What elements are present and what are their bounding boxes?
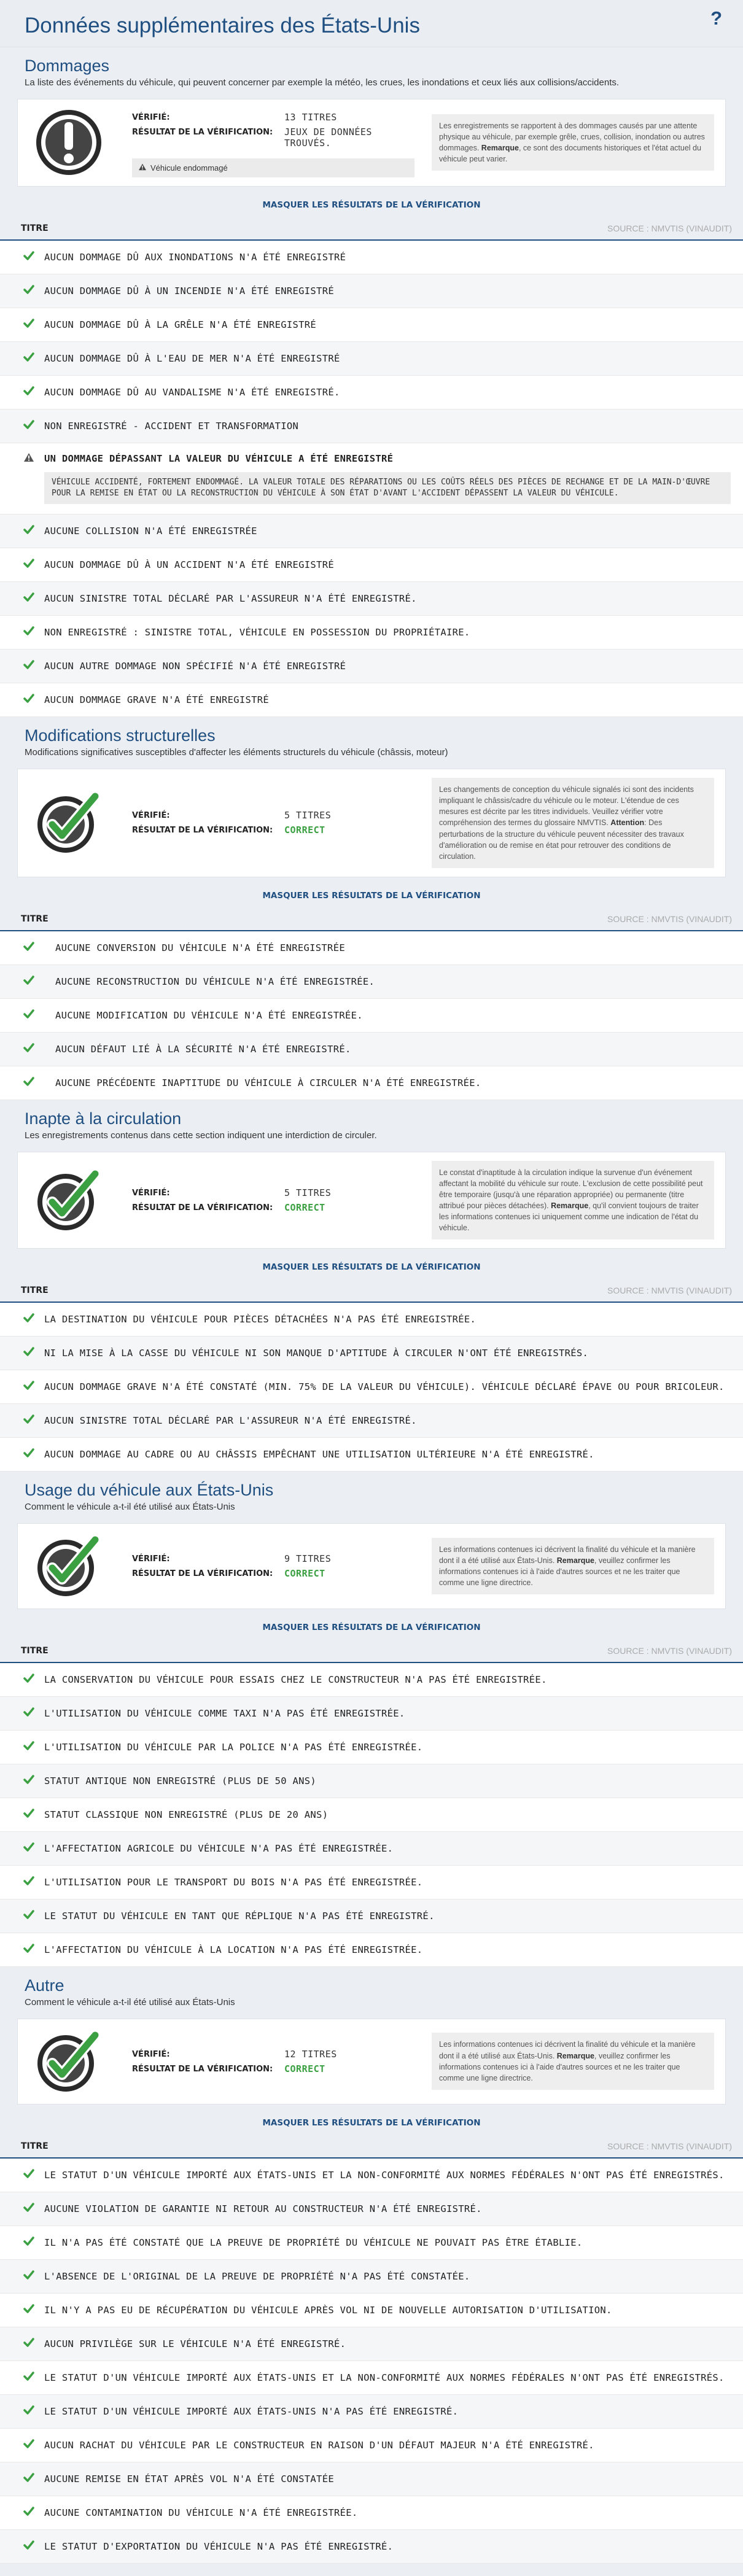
result-text: L'UTILISATION DU VÉHICULE COMME TAXI N'A PAS ÉTÉ ENREGISTRÉE. bbox=[44, 1708, 405, 1719]
summary-fields bbox=[103, 2045, 432, 2078]
result-content bbox=[55, 1042, 351, 1057]
result-row bbox=[0, 2159, 743, 2192]
result-content bbox=[44, 2303, 612, 2318]
check-icon bbox=[23, 1876, 44, 1889]
column-source: SOURCE : NMVTIS (VINAUDIT) bbox=[607, 914, 732, 924]
hide-results-link[interactable]: MASQUER LES RÉSULTATS DE LA VÉRIFICATION bbox=[262, 890, 481, 901]
check-icon bbox=[23, 1741, 44, 1754]
result-row bbox=[0, 2192, 743, 2226]
result-text: NON ENREGISTRÉ : SINISTRE TOTAL, VÉHICULE EN POSSESSION DU PROPRIÉTAIRE. bbox=[44, 627, 470, 638]
result-text: AUCUNE PRÉCÉDENTE INAPTITUDE DU VÉHICULE À CIRCULER N'A ÉTÉ ENREGISTRÉE. bbox=[55, 1077, 481, 1088]
result-row bbox=[132, 824, 432, 836]
results-table-header bbox=[0, 2141, 743, 2159]
summary-fields bbox=[103, 1184, 432, 1217]
note-rest: , qu'il convient toujours de traiter les informations contenues ici uniquement comme une indication de l'état du véhicule. bbox=[439, 1201, 699, 1233]
column-source: SOURCE : NMVTIS (VINAUDIT) bbox=[607, 223, 732, 233]
result-text: STATUT CLASSIQUE NON ENREGISTRÉ (PLUS DE 20 ANS) bbox=[44, 1809, 329, 1820]
result-text: AUCUN DOMMAGE DÛ À UN ACCIDENT N'A ÉTÉ ENREGISTRÉ bbox=[44, 559, 334, 571]
column-source: SOURCE : NMVTIS (VINAUDIT) bbox=[607, 2141, 732, 2151]
result-row bbox=[0, 1731, 743, 1764]
result-detail: VÉHICULE ACCIDENTÉ, FORTEMENT ENDOMMAGÉ. LA VALEUR TOTALE DES RÉPARATIONS OU LES COÛTS RÉELS DES PIÈCES DE RECHANGE ET DE LA MAIN-D'ŒUVRE POUR LA REMISE EN ÉTAT OU LA RECONSTRUCTION DU VÉHICULE À SON ÉTAT D'AVANT L'ACCIDENT DÉPASSENT LA VALEUR DU VÉHICULE. bbox=[44, 472, 731, 504]
result-content bbox=[44, 2540, 393, 2554]
result-content bbox=[55, 1009, 363, 1023]
result-row bbox=[132, 1202, 432, 1213]
section-subtitle: Les enregistrements contenus dans cette section indiquent une interdiction de circuler. bbox=[25, 1130, 377, 1141]
result-text: L'UTILISATION DU VÉHICULE PAR LA POLICE N'A PAS ÉTÉ ENREGISTRÉE. bbox=[44, 1742, 423, 1753]
check-circle-icon bbox=[35, 789, 103, 856]
result-row bbox=[132, 126, 432, 149]
result-label: RÉSULTAT DE LA VÉRIFICATION: bbox=[132, 1203, 273, 1212]
check-icon bbox=[23, 386, 44, 399]
result-row bbox=[0, 1933, 743, 1967]
result-label: RÉSULTAT DE LA VÉRIFICATION: bbox=[132, 2064, 273, 2074]
column-source: SOURCE : NMVTIS (VINAUDIT) bbox=[607, 1646, 732, 1656]
result-row bbox=[0, 443, 743, 515]
result-row bbox=[0, 2429, 743, 2462]
result-row bbox=[0, 1033, 743, 1066]
check-icon bbox=[23, 420, 44, 433]
result-content bbox=[44, 592, 417, 606]
result-row bbox=[0, 1336, 743, 1370]
result-text: AUCUN SINISTRE TOTAL DÉCLARÉ PAR L'ASSUREUR N'A ÉTÉ ENREGISTRÉ. bbox=[44, 593, 417, 605]
result-row bbox=[0, 582, 743, 616]
note-label: Remarque bbox=[551, 1201, 589, 1210]
result-content bbox=[44, 250, 346, 265]
check-icon bbox=[23, 1910, 44, 1923]
result-row bbox=[0, 274, 743, 308]
check-icon bbox=[23, 1313, 44, 1326]
check-icon bbox=[23, 1674, 44, 1686]
result-text: AUCUN DOMMAGE GRAVE N'A ÉTÉ ENREGISTRÉ bbox=[44, 694, 270, 706]
column-title: TITRE bbox=[21, 223, 49, 233]
check-icon bbox=[23, 2372, 44, 2384]
note-main: Les informations contenues ici décrivent la finalité du véhicule et la manière dont il a été utilisé aux États-Unis. bbox=[439, 2040, 696, 2060]
result-row bbox=[0, 1066, 743, 1100]
result-text: AUCUN DOMMAGE GRAVE N'A ÉTÉ CONSTATÉ (MIN. 75% DE LA VALEUR DU VÉHICULE). VÉHICULE DÉCLARÉ ÉPAVE OU POUR BRICOLEUR. bbox=[44, 1381, 725, 1393]
result-row bbox=[0, 1764, 743, 1798]
result-text: AUCUN DOMMAGE DÛ À L'EAU DE MER N'A ÉTÉ ENREGISTRÉ bbox=[44, 352, 340, 364]
check-icon bbox=[23, 1077, 55, 1090]
section-unfit bbox=[0, 1100, 743, 1472]
result-row bbox=[0, 2260, 743, 2294]
result-row bbox=[0, 2327, 743, 2361]
check-icon bbox=[23, 2507, 44, 2520]
verification-summary bbox=[17, 1152, 726, 1249]
result-content bbox=[44, 2202, 482, 2216]
result-content bbox=[44, 2236, 583, 2250]
check-circle-icon bbox=[35, 2028, 103, 2095]
damage-flag-label: Véhicule endommagé bbox=[150, 163, 228, 173]
check-circle-icon bbox=[35, 1532, 103, 1600]
result-text: L'UTILISATION POUR LE TRANSPORT DU BOIS N'A PAS ÉTÉ ENREGISTRÉE. bbox=[44, 1877, 423, 1888]
check-icon bbox=[23, 559, 44, 572]
results-list bbox=[0, 1663, 743, 1967]
result-row bbox=[0, 1899, 743, 1933]
check-icon bbox=[23, 285, 44, 298]
result-content bbox=[44, 626, 470, 640]
result-label: RÉSULTAT DE LA VÉRIFICATION: bbox=[132, 1569, 273, 1578]
check-icon bbox=[23, 1448, 44, 1461]
hide-results-link[interactable]: MASQUER LES RÉSULTATS DE LA VÉRIFICATION bbox=[262, 1623, 481, 1632]
checked-value: 5 TITRES bbox=[284, 1187, 332, 1198]
result-text: AUCUNE RECONSTRUCTION DU VÉHICULE N'A ÉTÉ ENREGISTRÉE. bbox=[55, 976, 375, 987]
result-row bbox=[0, 1663, 743, 1697]
result-row bbox=[0, 2226, 743, 2260]
checked-label: VÉRIFIÉ: bbox=[132, 1188, 170, 1198]
summary-note bbox=[432, 114, 714, 171]
results-list bbox=[0, 931, 743, 1100]
results-table-header bbox=[0, 1286, 743, 1303]
note-main: Les enregistrements se rapportent à des dommages causés par une attente physique au véhicule, par exemple grêle, crues, collision, inondation ou autres dommages. bbox=[439, 121, 705, 153]
checked-row bbox=[132, 1553, 432, 1564]
check-icon bbox=[23, 2338, 44, 2351]
column-title: TITRE bbox=[21, 914, 49, 924]
damage-flag bbox=[132, 158, 414, 177]
hide-results-link[interactable]: MASQUER LES RÉSULTATS DE LA VÉRIFICATION bbox=[262, 200, 481, 210]
result-row bbox=[0, 1404, 743, 1438]
check-icon bbox=[23, 525, 44, 538]
result-content bbox=[44, 386, 340, 400]
result-content bbox=[55, 941, 345, 955]
result-row bbox=[132, 1568, 432, 1579]
verification-summary bbox=[17, 99, 726, 187]
summary-note bbox=[432, 1161, 714, 1240]
check-icon bbox=[23, 694, 44, 707]
verification-summary bbox=[17, 1523, 726, 1609]
checked-label: VÉRIFIÉ: bbox=[132, 2049, 170, 2059]
column-title: TITRE bbox=[21, 1286, 49, 1296]
section-header bbox=[0, 47, 743, 94]
result-text: AUCUNE MODIFICATION DU VÉHICULE N'A ÉTÉ ENREGISTRÉE. bbox=[55, 1009, 363, 1021]
section-damage bbox=[0, 47, 743, 717]
result-row bbox=[0, 616, 743, 650]
note-label: Remarque bbox=[481, 144, 519, 153]
check-icon bbox=[23, 2203, 44, 2216]
note-main: Les changements de conception du véhicule signalés ici sont des incidents impliquant le châssis/cadre du véhicule ou le moteur. L'étendue de ces mesures est décrite par les titres individuels. Veuillez vérifier votre compréhension des termes du glossaire NMVTIS. bbox=[439, 785, 694, 828]
result-row bbox=[0, 1370, 743, 1404]
result-row bbox=[0, 1832, 743, 1866]
checked-label: VÉRIFIÉ: bbox=[132, 1554, 170, 1564]
checked-row bbox=[132, 112, 432, 123]
result-row bbox=[0, 409, 743, 443]
result-content bbox=[44, 1909, 435, 1923]
help-icon[interactable]: ? bbox=[710, 7, 722, 29]
result-content bbox=[44, 558, 334, 572]
result-row bbox=[0, 342, 743, 376]
result-content bbox=[44, 1380, 725, 1394]
checked-label: VÉRIFIÉ: bbox=[132, 112, 170, 122]
check-icon bbox=[23, 2473, 44, 2486]
section-header bbox=[0, 1100, 743, 1147]
result-value: JEUX DE DONNÉES TROUVÉS. bbox=[284, 126, 372, 149]
result-content bbox=[44, 2506, 357, 2520]
results-table-header bbox=[0, 1646, 743, 1663]
note-main: Les informations contenues ici décrivent la finalité du véhicule et la manière dont il a été utilisé aux États-Unis. bbox=[439, 1545, 696, 1565]
result-content bbox=[44, 524, 257, 538]
result-content bbox=[44, 284, 334, 298]
result-content bbox=[55, 1076, 481, 1090]
check-icon bbox=[23, 660, 44, 673]
note-label: Attention bbox=[610, 818, 645, 828]
page-title: Données supplémentaires des États-Unis bbox=[25, 14, 420, 37]
result-row bbox=[0, 241, 743, 274]
result-row bbox=[132, 2063, 432, 2074]
section-other bbox=[0, 1967, 743, 2564]
result-content bbox=[44, 2472, 334, 2486]
result-text: NON ENREGISTRÉ - ACCIDENT ET TRANSFORMATION bbox=[44, 420, 299, 432]
result-text: AUCUNE COLLISION N'A ÉTÉ ENREGISTRÉE bbox=[44, 526, 257, 537]
note-rest: , veuillez confirmer les informations contenues ici à l'aide d'autres sources et ne les traiter que comme une ligne directrice. bbox=[439, 2051, 680, 2082]
result-value: CORRECT bbox=[284, 2063, 325, 2074]
result-content bbox=[44, 1346, 588, 1360]
result-content bbox=[44, 659, 346, 673]
section-header bbox=[0, 1472, 743, 1518]
check-icon bbox=[23, 592, 44, 605]
result-content bbox=[44, 2405, 458, 2419]
result-row bbox=[0, 999, 743, 1033]
result-content bbox=[44, 2337, 346, 2351]
warning-icon bbox=[23, 452, 44, 465]
column-title: TITRE bbox=[21, 1646, 49, 1656]
check-icon bbox=[23, 251, 44, 264]
results-list bbox=[0, 241, 743, 718]
check-icon bbox=[23, 2270, 44, 2283]
result-content bbox=[44, 318, 316, 332]
result-row bbox=[0, 1303, 743, 1336]
result-text: IL N'A PAS ÉTÉ CONSTATÉ QUE LA PREUVE DE PROPRIÉTÉ DU VÉHICULE NE POUVAIT PAS ÊTRE ÉTABLIE. bbox=[44, 2237, 583, 2248]
result-text: UN DOMMAGE DÉPASSANT LA VALEUR DU VÉHICULE A ÉTÉ ENREGISTRÉ bbox=[44, 452, 394, 464]
summary-note bbox=[432, 2033, 714, 2090]
note-rest: , veuillez confirmer les informations contenues ici à l'aide d'autres sources et ne les traiter que comme une ligne directrice. bbox=[439, 1556, 680, 1588]
section-header bbox=[0, 1967, 743, 2014]
check-icon bbox=[23, 1842, 44, 1855]
checked-label: VÉRIFIÉ: bbox=[132, 811, 170, 821]
summary-fields bbox=[103, 108, 432, 177]
result-label: RÉSULTAT DE LA VÉRIFICATION: bbox=[132, 826, 273, 836]
result-content bbox=[44, 452, 731, 505]
result-content bbox=[44, 1313, 476, 1327]
summary-note bbox=[432, 778, 714, 868]
check-icon bbox=[23, 1043, 55, 1056]
result-text: AUCUNE CONVERSION DU VÉHICULE N'A ÉTÉ ENREGISTRÉE bbox=[55, 942, 345, 953]
result-content bbox=[44, 2438, 594, 2453]
checked-value: 12 TITRES bbox=[284, 2048, 337, 2060]
result-content bbox=[44, 1448, 594, 1462]
result-text: AUCUN DOMMAGE DÛ À LA GRÊLE N'A ÉTÉ ENREGISTRÉ bbox=[44, 319, 317, 330]
results-table-header bbox=[0, 914, 743, 931]
check-icon bbox=[23, 2237, 44, 2249]
check-icon bbox=[23, 1707, 44, 1720]
result-text: LA DESTINATION DU VÉHICULE POUR PIÈCES DÉTACHÉES N'A PAS ÉTÉ ENREGISTRÉE. bbox=[44, 1314, 477, 1325]
result-content bbox=[44, 352, 340, 366]
checked-value: 13 TITRES bbox=[284, 111, 337, 123]
check-icon bbox=[23, 942, 55, 955]
result-row bbox=[0, 548, 743, 582]
result-content bbox=[44, 1943, 422, 1957]
result-content bbox=[44, 1774, 316, 1788]
result-content bbox=[44, 1808, 328, 1822]
result-content bbox=[44, 693, 269, 707]
section-subtitle: La liste des événements du véhicule, qui peuvent concerner par exemple la météo, les crues, les inondations et ceux liés aux collisions/accidents. bbox=[25, 77, 620, 88]
result-text: L'AFFECTATION DU VÉHICULE À LA LOCATION N'A PAS ÉTÉ ENREGISTRÉE. bbox=[44, 1944, 423, 1955]
check-icon bbox=[23, 626, 44, 639]
summary-fields bbox=[103, 1550, 432, 1583]
section-header bbox=[0, 717, 743, 764]
check-icon bbox=[23, 2169, 44, 2182]
result-text: LE STATUT D'UN VÉHICULE IMPORTÉ AUX ÉTATS-UNIS N'A PAS ÉTÉ ENREGISTRÉ. bbox=[44, 2405, 459, 2417]
result-row bbox=[0, 965, 743, 999]
warning-icon bbox=[138, 163, 150, 173]
check-icon bbox=[23, 352, 44, 365]
check-circle-icon bbox=[35, 1166, 103, 1234]
result-text: AUCUN PRIVILÈGE SUR LE VÉHICULE N'A ÉTÉ ENREGISTRÉ. bbox=[44, 2338, 346, 2349]
section-title: Modifications structurelles bbox=[25, 726, 216, 745]
result-row bbox=[0, 308, 743, 342]
result-content bbox=[44, 2270, 470, 2284]
result-text: AUCUN AUTRE DOMMAGE NON SPÉCIFIÉ N'A ÉTÉ ENREGISTRÉ bbox=[44, 661, 346, 672]
result-row bbox=[0, 2361, 743, 2395]
result-row bbox=[0, 2294, 743, 2327]
result-text: AUCUN DOMMAGE DÛ AU VANDALISME N'A ÉTÉ ENREGISTRÉ. bbox=[44, 386, 340, 398]
section-title: Usage du véhicule aux États-Unis bbox=[25, 1481, 274, 1500]
note-rest: , ce sont des documents historiques et l'état actuel du véhicule peut varier. bbox=[439, 144, 701, 164]
note-main: Le constat d'inaptitude à la circulation indique la survenue d'un événement affectant la mobilité du véhicule sur route. L'exclusion de cette possibilité peut être temporaire (jusqu'à une réparation appropriée) ou permanente (titre attribué pour pièces détachées). bbox=[439, 1168, 703, 1210]
check-icon bbox=[23, 1809, 44, 1821]
result-text: LE STATUT DU VÉHICULE EN TANT QUE RÉPLIQUE N'A PAS ÉTÉ ENREGISTRÉ. bbox=[44, 1911, 435, 1922]
header-bar bbox=[0, 0, 743, 47]
result-row bbox=[0, 2530, 743, 2564]
result-text: LE STATUT D'UN VÉHICULE IMPORTÉ AUX ÉTATS-UNIS ET LA NON-CONFORMITÉ AUX NORMES FÉDÉRALES N'ONT PAS ÉTÉ ENREGISTRÉS. bbox=[44, 2169, 725, 2181]
results-table-header bbox=[0, 223, 743, 241]
result-row bbox=[0, 2496, 743, 2530]
result-content bbox=[44, 1876, 422, 1890]
sections-container bbox=[0, 47, 743, 2564]
result-content bbox=[44, 1740, 422, 1755]
result-text: AUCUNE CONTAMINATION DU VÉHICULE N'A ÉTÉ ENREGISTRÉE. bbox=[44, 2507, 358, 2518]
section-usage bbox=[0, 1472, 743, 1967]
verification-summary bbox=[17, 2019, 726, 2105]
column-source: SOURCE : NMVTIS (VINAUDIT) bbox=[607, 1286, 732, 1296]
result-content bbox=[44, 1707, 405, 1721]
result-value: CORRECT bbox=[284, 824, 325, 836]
result-content bbox=[44, 1414, 417, 1428]
result-content bbox=[44, 1842, 393, 1856]
result-content bbox=[44, 2168, 725, 2182]
result-value: CORRECT bbox=[284, 1201, 325, 1213]
result-text: IL N'Y A PAS EU DE RÉCUPÉRATION DU VÉHICULE APRÈS VOL NI DE NOUVELLE AUTORISATION D'UTILISATION. bbox=[44, 2304, 612, 2316]
result-text: AUCUN DÉFAUT LIÉ À LA SÉCURITÉ N'A ÉTÉ ENREGISTRÉ. bbox=[55, 1043, 351, 1055]
result-text: AUCUN DOMMAGE DÛ À UN INCENDIE N'A ÉTÉ ENREGISTRÉ bbox=[44, 285, 334, 297]
result-text: STATUT ANTIQUE NON ENREGISTRÉ (PLUS DE 50 ANS) bbox=[44, 1775, 317, 1787]
section-subtitle: Comment le véhicule a-t-il été utilisé aux États-Unis bbox=[25, 1996, 235, 2008]
result-row bbox=[0, 1798, 743, 1832]
section-title: Inapte à la circulation bbox=[25, 1109, 182, 1128]
note-label: Remarque bbox=[556, 1556, 594, 1565]
check-icon bbox=[23, 1009, 55, 1022]
result-row bbox=[0, 2462, 743, 2496]
checked-row bbox=[132, 2049, 432, 2060]
check-icon bbox=[23, 1381, 44, 1394]
result-text: AUCUN DOMMAGE AU CADRE OU AU CHÂSSIS EMPÊCHANT UNE UTILISATION ULTÉRIEURE N'A ÉTÉ ENREGISTRÉ. bbox=[44, 1449, 594, 1461]
result-text: LE STATUT D'EXPORTATION DU VÉHICULE N'A PAS ÉTÉ ENREGISTRÉ. bbox=[44, 2540, 394, 2552]
hide-results-link[interactable]: MASQUER LES RÉSULTATS DE LA VÉRIFICATION bbox=[262, 1262, 481, 1273]
results-list bbox=[0, 1303, 743, 1472]
result-row bbox=[0, 1438, 743, 1472]
checked-value: 9 TITRES bbox=[284, 1553, 332, 1564]
summary-note bbox=[432, 1538, 714, 1595]
result-row bbox=[0, 650, 743, 683]
result-content bbox=[44, 2371, 725, 2385]
check-icon bbox=[23, 1347, 44, 1360]
result-value: CORRECT bbox=[284, 1568, 325, 1579]
note-label: Remarque bbox=[556, 2051, 594, 2060]
result-row bbox=[0, 514, 743, 548]
checked-row bbox=[132, 1187, 432, 1198]
result-text: L'ABSENCE DE L'ORIGINAL DE LA PREUVE DE PROPRIÉTÉ N'A PAS ÉTÉ CONSTATÉE. bbox=[44, 2270, 470, 2282]
result-text: AUCUN RACHAT DU VÉHICULE PAR LE CONSTRUCTEUR EN RAISON D'UN DÉFAUT MAJEUR N'A ÉTÉ ENREGISTRÉ. bbox=[44, 2439, 594, 2451]
check-icon bbox=[23, 2304, 44, 2317]
result-row bbox=[0, 1697, 743, 1731]
check-icon bbox=[23, 1944, 44, 1957]
check-icon bbox=[23, 2405, 44, 2418]
check-icon bbox=[23, 2439, 44, 2452]
checked-row bbox=[132, 810, 432, 821]
section-title: Autre bbox=[25, 1976, 64, 1995]
result-text: NI LA MISE À LA CASSE DU VÉHICULE NI SON MANQUE D'APTITUDE À CIRCULER N'ONT ÉTÉ ENREGISTRÉS. bbox=[44, 1348, 589, 1359]
result-row bbox=[0, 931, 743, 965]
result-content bbox=[44, 419, 298, 433]
results-list bbox=[0, 2159, 743, 2564]
check-icon bbox=[23, 1414, 44, 1427]
result-row bbox=[0, 683, 743, 717]
result-text: AUCUN DOMMAGE DÛ AUX INONDATIONS N'A ÉTÉ ENREGISTRÉ bbox=[44, 251, 346, 263]
check-icon bbox=[23, 1775, 44, 1788]
result-text: LA CONSERVATION DU VÉHICULE POUR ESSAIS CHEZ LE CONSTRUCTEUR N'A PAS ÉTÉ ENREGISTRÉE. bbox=[44, 1674, 547, 1685]
result-text: AUCUN SINISTRE TOTAL DÉCLARÉ PAR L'ASSUREUR N'A ÉTÉ ENREGISTRÉ. bbox=[44, 1415, 417, 1427]
section-title: Dommages bbox=[25, 56, 110, 75]
note-rest: : Des perturbations de la structure du véhicule peuvent nécessiter des travaux d'amélioration ou de remise en état pour retrouver des conditions de circulation. bbox=[439, 818, 684, 861]
result-text: AUCUNE REMISE EN ÉTAT APRÈS VOL N'A ÉTÉ CONSTATÉE bbox=[44, 2473, 334, 2485]
check-icon bbox=[23, 976, 55, 988]
result-label: RÉSULTAT DE LA VÉRIFICATION: bbox=[132, 127, 273, 137]
checked-value: 5 TITRES bbox=[284, 810, 332, 821]
result-text: LE STATUT D'UN VÉHICULE IMPORTÉ AUX ÉTATS-UNIS ET LA NON-CONFORMITÉ AUX NORMES FÉDÉRALES N'ONT PAS ÉTÉ ENREGISTRÉS. bbox=[44, 2372, 725, 2383]
hide-results-link[interactable]: MASQUER LES RÉSULTATS DE LA VÉRIFICATION bbox=[262, 2117, 481, 2128]
summary-fields bbox=[103, 806, 432, 839]
section-subtitle: Modifications significatives susceptibles d'affecter les éléments structurels du véhicule (châssis, moteur) bbox=[25, 747, 448, 758]
result-row bbox=[0, 2395, 743, 2429]
section-subtitle: Comment le véhicule a-t-il été utilisé aux États-Unis bbox=[25, 1502, 235, 1512]
result-text: AUCUNE VIOLATION DE GARANTIE NI RETOUR AU CONSTRUCTEUR N'A ÉTÉ ENREGISTRÉ. bbox=[44, 2203, 482, 2214]
section-structural bbox=[0, 717, 743, 1100]
result-content bbox=[44, 1673, 547, 1687]
result-text: L'AFFECTATION AGRICOLE DU VÉHICULE N'A PAS ÉTÉ ENREGISTRÉE. bbox=[44, 1843, 394, 1854]
result-row bbox=[0, 1866, 743, 1899]
result-row bbox=[0, 376, 743, 409]
exclamation-icon bbox=[35, 109, 103, 176]
verification-summary bbox=[17, 769, 726, 877]
column-title: TITRE bbox=[21, 2141, 49, 2151]
check-icon bbox=[23, 319, 44, 332]
result-content bbox=[55, 975, 375, 989]
